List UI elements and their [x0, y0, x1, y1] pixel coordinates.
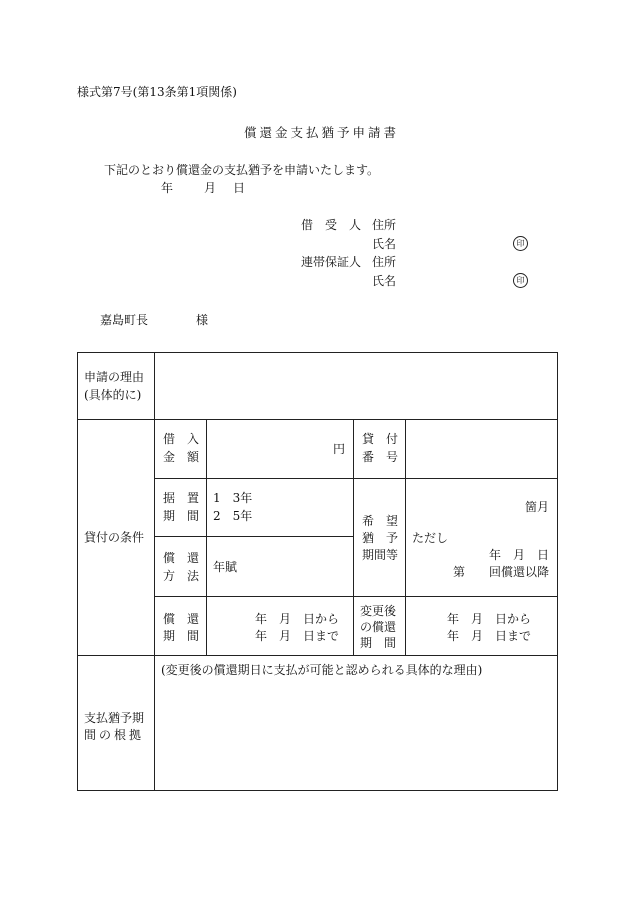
- repay-method-label-2: 方 法: [163, 569, 200, 583]
- conditions-label-cell: [78, 420, 155, 656]
- desired-label-3: 期間等: [362, 548, 399, 562]
- guarantor-name-label: 氏名: [372, 274, 397, 288]
- guarantor-label: 連帯保証人: [301, 255, 362, 269]
- changed-period-label: 変更後: [360, 604, 397, 618]
- addressee-honorific: 様: [196, 313, 209, 327]
- repay-period-to: 年 月 日まで: [254, 629, 339, 643]
- changed-period-label-3: 期 間: [360, 636, 397, 650]
- repay-method-label-cell: [155, 537, 207, 597]
- desired-deferral-label-cell: [354, 479, 406, 597]
- deferral-option-5yr[interactable]: 2 5年: [213, 509, 253, 523]
- repay-method-field[interactable]: [207, 537, 354, 597]
- desired-label-2: 猶 予: [362, 531, 399, 545]
- repay-period-label: 償 還: [163, 612, 200, 626]
- date-year: 年: [161, 181, 174, 195]
- deferral-label-2: 期 間: [163, 509, 200, 523]
- borrower-address-label: 住所: [372, 218, 397, 232]
- seal-mark: 印: [513, 273, 528, 288]
- loan-amount-label-2: 金 額: [163, 450, 200, 464]
- desired-deferral-field[interactable]: [406, 479, 558, 597]
- reason-field[interactable]: [155, 353, 558, 420]
- seal-mark: 印: [513, 236, 528, 251]
- reason-label-sub: (具体的に): [84, 388, 142, 402]
- loan-number-label-cell: [354, 420, 406, 479]
- form-number: 様式第7号(第13条第1項関係): [77, 85, 237, 99]
- application-statement: 下記のとおり償還金の支払猶予を申請いたします。: [104, 163, 380, 177]
- loan-number-label-2: 番 号: [362, 450, 399, 464]
- borrower-label: 借 受 人: [301, 218, 362, 232]
- loan-amount-label: 借 入: [163, 432, 200, 446]
- document-title: 償還金支払猶予申請書: [244, 125, 400, 140]
- basis-label-2: 間の根拠: [84, 728, 145, 742]
- repay-period-field[interactable]: [207, 597, 354, 656]
- changed-period-field[interactable]: [406, 597, 558, 656]
- conditions-label: 貸付の条件: [84, 530, 145, 544]
- basis-label: 支払猶予期: [84, 711, 145, 725]
- date-day: 日: [233, 181, 246, 195]
- yen-unit: 円: [332, 442, 345, 456]
- deferral-options-cell[interactable]: [207, 479, 354, 537]
- however-label: ただし: [412, 531, 449, 545]
- however-date: 年 月 日: [488, 548, 549, 562]
- date-month: 月: [204, 181, 217, 195]
- deferral-option-3yr[interactable]: 1 3年: [213, 491, 253, 505]
- from-nth-repayment: 第 回償還以降: [452, 565, 549, 579]
- deferral-label: 据 置: [163, 491, 200, 505]
- borrower-name-label: 氏名: [372, 237, 397, 251]
- months-unit: 箇月: [524, 500, 549, 514]
- application-table: [77, 352, 558, 791]
- guarantor-address-label: 住所: [372, 255, 397, 269]
- loan-amount-label-cell: [155, 420, 207, 479]
- loan-number-field[interactable]: [406, 420, 558, 479]
- desired-label: 希 望: [362, 514, 399, 528]
- deferral-label-cell: [155, 479, 207, 537]
- reason-label-cell: [78, 353, 155, 420]
- reason-label: 申請の理由: [84, 370, 145, 384]
- changed-period-label-2: の償還: [360, 620, 397, 634]
- changed-period-label-cell: [354, 597, 406, 656]
- repay-period-label-2: 期 間: [163, 629, 200, 643]
- loan-amount-field[interactable]: [207, 420, 354, 479]
- repay-period-from: 年 月 日から: [254, 612, 339, 626]
- repay-method-label: 償 還: [163, 551, 200, 565]
- basis-note: (変更後の償還期日に支払が可能と認められる具体的な理由): [161, 663, 483, 677]
- changed-period-to: 年 月 日まで: [446, 629, 531, 643]
- changed-period-from: 年 月 日から: [446, 612, 531, 626]
- repay-period-label-cell: [155, 597, 207, 656]
- basis-label-cell: [78, 656, 155, 791]
- annual-installment: 年賦: [213, 560, 238, 574]
- loan-number-label: 貸 付: [362, 432, 399, 446]
- basis-field[interactable]: [155, 656, 558, 791]
- addressee-name: 嘉島町長: [100, 313, 149, 327]
